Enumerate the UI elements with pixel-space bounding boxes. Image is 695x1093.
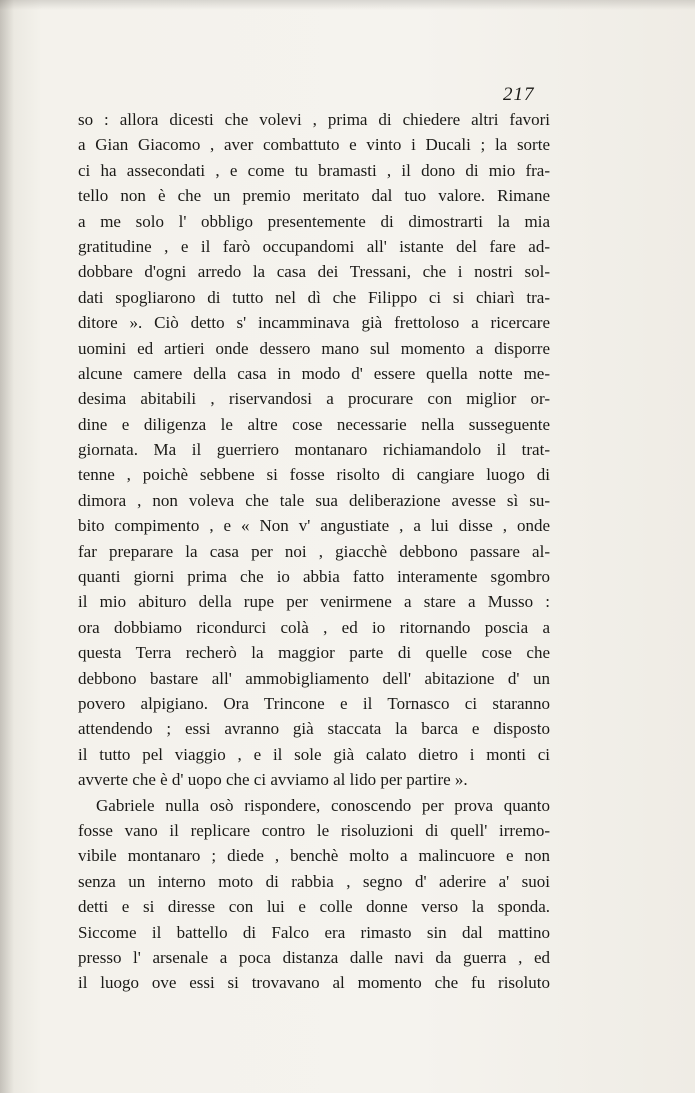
text-line: giornata. Ma il guerriero montanaro richiamandolo il trat- <box>78 440 550 460</box>
text-line: ora dobbiamo ricondurci colà , ed io ritornando poscia a <box>78 617 550 637</box>
text-line: alcune camere della casa in modo d' essere quella notte me- <box>78 363 550 383</box>
text-line: dine e diligenza le altre cose necessarie nella susseguente <box>78 414 550 434</box>
top-edge-shadow <box>0 0 695 10</box>
text-line: quanti giorni prima che io abbia fatto interamente sgombro <box>78 567 550 587</box>
text-line: ci ha assecondati , e come tu bramasti , il dono di mio fra- <box>78 160 550 180</box>
text-line: fosse vano il replicare contro le risoluzioni di quell' irremo- <box>78 820 550 840</box>
text-line: tenne , poichè sebbene si fosse risolto di cangiare luogo di <box>78 465 550 485</box>
text-line: il mio abituro della rupe per venirmene a stare a Musso : <box>78 592 550 612</box>
text-line: so : allora dicesti che volevi , prima di chiedere altri favori <box>78 110 550 129</box>
text-line: vibile montanaro ; diede , benchè molto a malincuore e non <box>78 846 550 866</box>
text-line: presso l' arsenale a poca distanza dalle navi da guerra , ed <box>78 947 550 967</box>
text-line: dimora , non voleva che tale sua deliberazione avesse sì su- <box>78 490 550 510</box>
binding-shadow <box>0 0 14 1093</box>
text-line: questa Terra recherò la maggior parte di quelle cose che <box>78 643 550 663</box>
page-number: 217 <box>503 84 535 105</box>
text-line: dobbare d'ogni arredo la casa dei Tressani, che i nostri sol- <box>78 262 550 282</box>
text-line: ditore ». Ciò detto s' incamminava già frettoloso a ricercare <box>78 313 550 333</box>
text-line: il tutto pel viaggio , e il sole già calato dietro i monti ci <box>78 744 550 764</box>
body-text <box>78 107 550 996</box>
text-line: far preparare la casa per noi , giacchè debbono passare al- <box>78 541 550 561</box>
text-line: Siccome il battello di Falco era rimasto sin dal mattino <box>78 922 550 942</box>
text-line: il luogo ove essi si trovavano al momento che fu risoluto <box>78 973 550 993</box>
text-line: dati spogliarono di tutto nel dì che Filippo ci si chiarì tra- <box>78 287 550 307</box>
text-line: bito compimento , e « Non v' angustiate , a lui disse , onde <box>78 516 550 536</box>
text-line: senza un interno moto di rabbia , segno d' aderire a' suoi <box>78 871 550 891</box>
text-line: uomini ed artieri onde dessero mano sul momento a disporre <box>78 338 550 358</box>
text-line: detti e si diresse con lui e colle donne verso la sponda. <box>78 897 550 917</box>
text-line: avverte che è d' uopo che ci avviamo al lido per partire ». <box>78 770 468 790</box>
text-line: a Gian Giacomo , aver combattuto e vinto i Ducali ; la sorte <box>78 135 550 155</box>
text-line: povero alpigiano. Ora Trincone e il Tornasco ci staranno <box>78 693 550 713</box>
text-line: gratitudine , e il farò occupandomi all' istante del fare ad- <box>78 236 550 256</box>
text-line: desima abitabili , riservandosi a procurare con miglior or- <box>78 389 550 409</box>
text-line: Gabriele nulla osò rispondere, conoscendo per prova quanto <box>96 795 550 815</box>
text-line: debbono bastare all' ammobigliamento dell' abitazione d' un <box>78 668 550 688</box>
text-line: a me solo l' obbligo presentemente di dimostrarti la mia <box>78 211 550 231</box>
text-line: attendendo ; essi avranno già staccata la barca e disposto <box>78 719 550 739</box>
text-line: tello non è che un premio meritato dal tuo valore. Rimane <box>78 186 550 206</box>
